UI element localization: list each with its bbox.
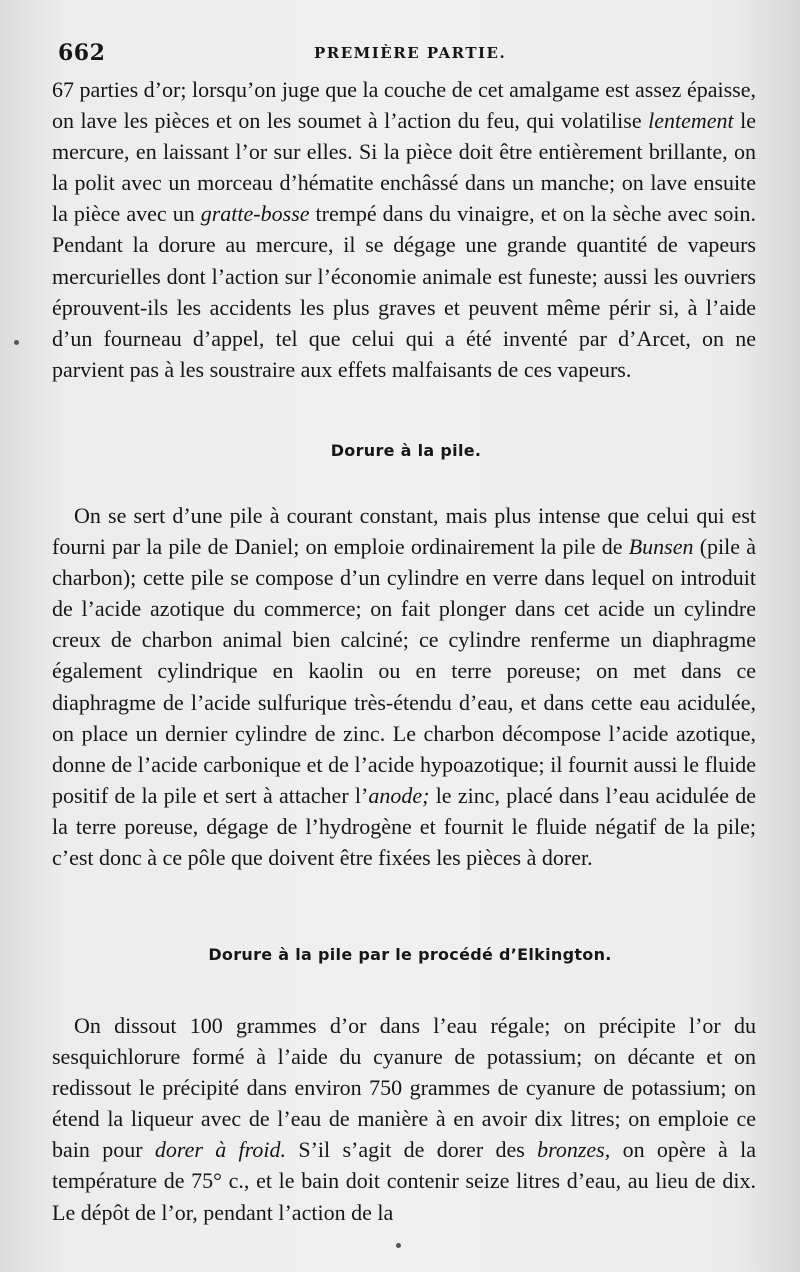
section-heading-elkington: Dorure à la pile par le procédé d’Elkington. <box>208 945 612 964</box>
paragraph-elkington-process <box>52 1010 756 1228</box>
text-run: On se sert d’une pile à courant constant, mais plus intense que celui qui est fourni par la pile de Daniel; on emploie ordinairement la pile de <box>52 503 756 560</box>
text-run: trempé dans du vinaigre, et on la sèche avec soin. Pendant la dorure au mercure, il se dégage une grande quantité de vapeurs mercurielles dont l’action sur l’économie animale est funeste; aussi les ouvriers éprouvent-ils les accidents les plus graves et peuvent même périr si, à l’aide d’un fourneau d’appel, tel que celui qui a été inventé par d’Arcet, on ne parvient pas à les soustraire aux effets malfaisants de ces vapeurs. <box>52 201 756 382</box>
text-run: On dissout 100 grammes d’or dans l’eau régale; on précipite l’or du sesquichlorure formé à l’aide du cyanure de potassium; on décante et on redissout le précipité dans environ 750 grammes de cyanure de potassium; on étend la liqueur avec de l’eau de manière à en avoir dix litres; on emploie ce bain pour <box>52 1013 756 1163</box>
text-run: le mercure, en laissant l’or sur elles. Si la pièce doit être entièrement brillante, on la polit avec un morceau d’hématite enchâssé dans un manche; on lave ensuite la pièce avec un <box>52 108 756 227</box>
page-number: 662 <box>58 40 106 66</box>
text-run: on opère à la température de 75° c., et le bain doit contenir seize litres d’eau, au lieu de dix. Le dépôt de l’or, pendant l’action de la <box>52 1137 757 1225</box>
running-title: PREMIÈRE PARTIE. <box>314 44 507 62</box>
text-run: S’il s’agit de dorer des <box>286 1137 538 1163</box>
paragraph-battery-gilding <box>52 500 756 873</box>
italic-term: dorer à froid. <box>154 1137 287 1163</box>
paragraph-mercury-gilding <box>52 74 756 385</box>
italic-term: gratte-bosse <box>200 201 310 227</box>
italic-term: anode; <box>368 782 430 808</box>
italic-term: lentement <box>648 108 734 134</box>
text-run: (pile à charbon); cette pile se compose d’un cylindre en verre dans lequel on introduit de l’acide azotique du commerce; on fait plonger dans cet acide un cylindre creux de charbon animal bien calciné; ce cylindre renferme un diaphragme également cylindrique en kaolin ou en terre poreuse; on met dans ce diaphragme de l’acide sulfurique très-étendu d’eau, et dans cette eau acidulée, on place un dernier cylindre de zinc. Le charbon décompose l’acide azotique, donne de l’acide carbonique et de l’acide hypoazotique; il fournit aussi le fluide positif de la pile et sert à attacher l’ <box>52 534 756 808</box>
text-run: 67 parties d’or; lorsqu’on juge que la couche de cet amalgame est assez épaisse, on lave les pièces et on les soumet à l’action du feu, qui volatilise <box>52 77 756 134</box>
text-run: le zinc, placé dans l’eau acidulée de la terre poreuse, dégage de l’hydrogène et fournit le fluide négatif de la pile; c’est donc à ce pôle que doivent être fixées les pièces à dorer. <box>52 782 756 871</box>
italic-term: Bunsen <box>628 534 694 560</box>
section-heading-dorure-pile: Dorure à la pile. <box>330 441 482 460</box>
italic-term: bronzes, <box>537 1137 611 1163</box>
ink-speck <box>396 1243 401 1248</box>
page-header <box>58 38 758 68</box>
ink-speck <box>14 340 19 345</box>
